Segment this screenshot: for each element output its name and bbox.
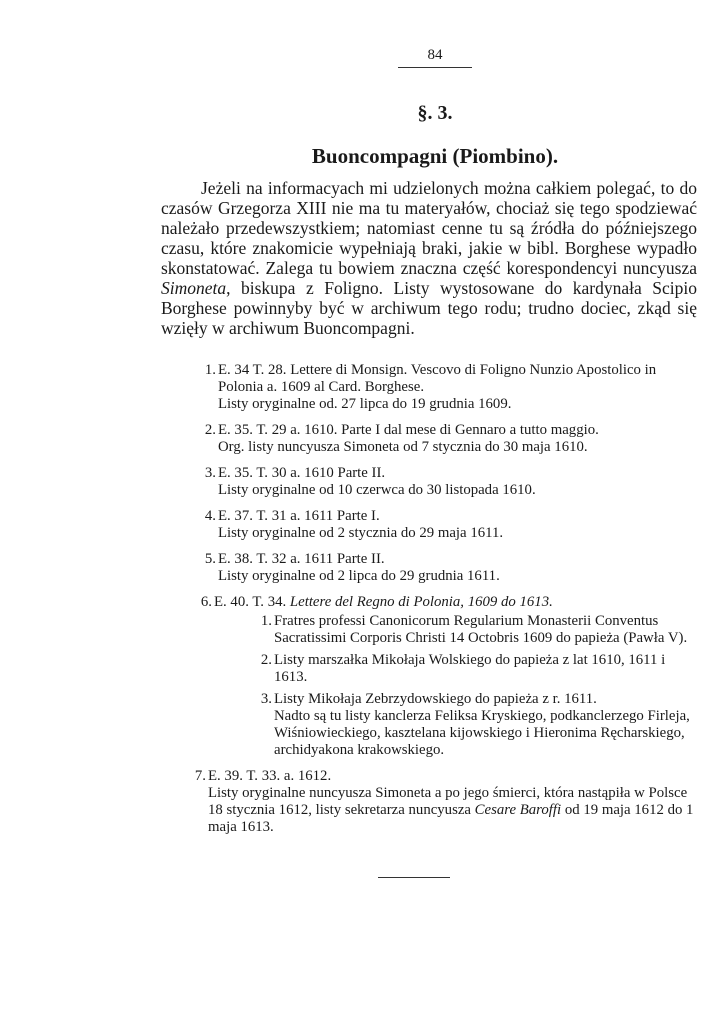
item-body-text-2: od 19 maja 1612 do 1 maja 1613.	[208, 802, 694, 835]
item-body: Listy oryginalne od 2 stycznia do 29 maja 1611.	[218, 525, 504, 541]
intro-text-2: , biskupa z Foligno. Listy wystosowane do kardynała Scipio Borghese powinnyby być w archiwum tego rodu; trudno dociec, zkąd się wzięły w archiwum Buoncompagni.	[161, 278, 697, 338]
item-number: 3.	[204, 465, 216, 481]
intro-paragraph	[161, 178, 697, 338]
header-rule	[398, 67, 472, 68]
item-number: 2.	[204, 422, 216, 438]
sub-item	[252, 652, 698, 686]
list-item	[188, 768, 698, 836]
page-title: Buoncompagni (Piombino).	[311, 144, 559, 168]
list-item	[194, 594, 698, 759]
item-heading-ref: E. 40. T. 34.	[214, 594, 287, 610]
item-heading: E. 39. T. 33. a. 1612.	[208, 768, 332, 784]
sub-item-note: Nadto są tu listy kanclerza Feliksa Kryskiego, podkanclerzego Firleja, Wiśniowieckiego, kasztelana kijowskiego i Hieronima Ręcharskiego, archidyakona krakowskiego.	[274, 708, 690, 758]
item-number: 6.	[200, 594, 212, 610]
item-heading-italic: Lettere del Regno di Polonia, 1609 do 1613.	[289, 594, 553, 610]
item-heading	[214, 594, 698, 611]
item-body: Org. listy nuncyusza Simoneta od 7 stycznia do 30 maja 1610.	[218, 439, 588, 455]
item-heading: E. 37. T. 31 a. 1611 Parte I.	[218, 508, 380, 524]
list-item	[198, 362, 698, 413]
item-number: 4.	[204, 508, 216, 524]
page-number: 84	[427, 47, 443, 63]
intro-text-1: Jeżeli na informacyach mi udzielonych można całkiem polegać, to do czasów Grzegorza XIII nie ma tu materyałów, chociaż się tego spodziewać należało przedewszystkiem; natomiast cenne tu są źródła do późniejszego czasu, które znakomicie wypełniają braki, jakie w bibl. Borghese wypadło skonstatować. Zalega tu bowiem znaczna część korespondencyi nuncyusza	[161, 178, 697, 278]
sub-item	[252, 613, 698, 647]
sub-item-text: Listy marszałka Mikołaja Wolskiego do papieża z lat 1610, 1611 i 1613.	[274, 652, 666, 685]
sub-item-number: 1.	[260, 613, 272, 629]
item-number: 7.	[194, 768, 206, 784]
footer-rule	[378, 877, 450, 878]
list-item	[198, 465, 698, 499]
item-body: Listy oryginalne od. 27 lipca do 19 grudnia 1609.	[218, 396, 512, 412]
item-body-italic: Cesare Baroffi	[474, 802, 562, 818]
sub-item-text: Listy Mikołaja Zebrzydowskiego do papieża z r. 1611.	[274, 691, 597, 707]
list-item	[198, 551, 698, 585]
item-heading: E. 34 T. 28. Lettere di Monsign. Vescovo di Foligno Nunzio Apostolico in Polonia a. 1609 al Card. Borghese.	[218, 362, 657, 395]
sub-item-number: 2.	[260, 652, 272, 668]
item-heading: E. 38. T. 32 a. 1611 Parte II.	[218, 551, 385, 567]
sub-item	[252, 691, 698, 708]
item-heading: E. 35. T. 29 a. 1610. Parte I dal mese di Gennaro a tutto maggio.	[218, 422, 599, 438]
item-body	[208, 785, 698, 836]
sub-item-text: Fratres professi Canonicorum Regularium Monasterii Conventus Sacratissimi Corporis Christi 14 Octobris 1609 do papieża (Pawła V).	[274, 613, 688, 646]
item-body-text-1: Listy oryginalne nuncyusza Simoneta a po jego śmierci, która nastąpiła w Polsce 18 stycznia 1612, listy sekretarza nuncyusza	[208, 785, 688, 818]
section-heading: §. 3.	[417, 102, 453, 124]
item-body: Listy oryginalne od 10 czerwca do 30 listopada 1610.	[218, 482, 536, 498]
list-item	[198, 422, 698, 456]
sub-item-number: 3.	[260, 691, 272, 707]
list-item	[198, 508, 698, 542]
item-number: 5.	[204, 551, 216, 567]
intro-simoneta: Simoneta	[161, 278, 227, 298]
item-body: Listy oryginalne od 2 lipca do 29 grudnia 1611.	[218, 568, 500, 584]
archive-list	[194, 362, 698, 845]
item-heading: E. 35. T. 30 a. 1610 Parte II.	[218, 465, 386, 481]
item-number: 1.	[204, 362, 216, 378]
